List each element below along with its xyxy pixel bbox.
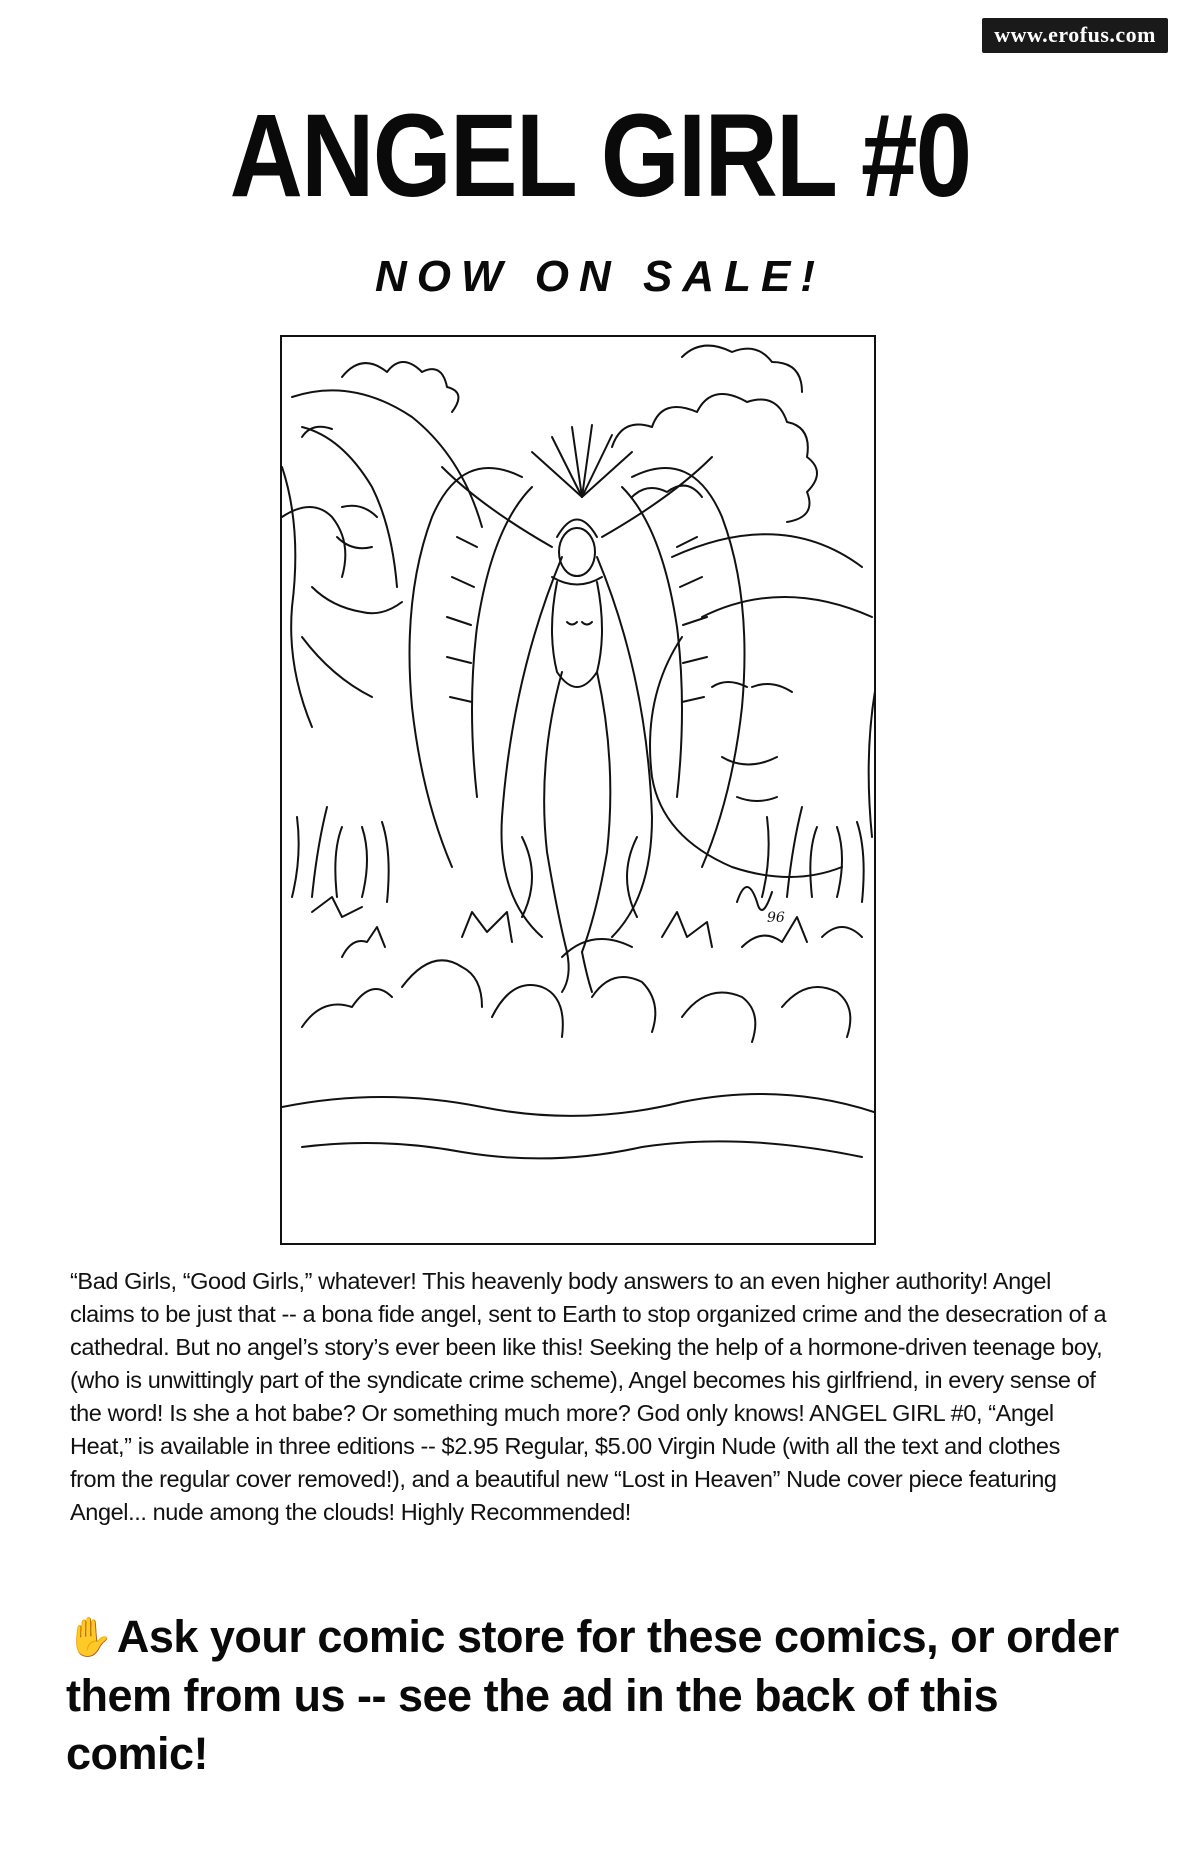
subtitle: NOW ON SALE! — [375, 252, 825, 301]
cover-artwork — [280, 335, 876, 1245]
call-to-action-text: Ask your comic store for these comics, or order them from us -- see the ad in the back of this comic! — [66, 1611, 1119, 1779]
angel-illustration — [282, 337, 874, 1243]
artist-signature: 96 — [767, 910, 785, 926]
page-title: ANGEL GIRL #0 — [229, 90, 971, 222]
description-text: “Bad Girls, “Good Girls,” whatever! This heavenly body answers to an even higher authority! Angel claims to be just that -- a bona fide angel, sent to Earth to stop organized crime and the desecration of a cathedral. But no angel’s story’s ever been like this! Seeking the help of a hormone-driven teenage boy, (who is unwittingly part of the syndicate crime scheme), Angel becomes his girlfriend, in every sense of the word! Is she a hot babe? Or something much more? God only knows! ANGEL GIRL #0, “Angel Heat,” is available in three editions -- $2.95 Regular, $5.00 Virgin Nude (with all the text and clothes from the regular cover removed!), and a beautiful new “Lost in Heaven” Nude cover piece featuring Angel... nude among the clouds! Highly Recommended! — [70, 1268, 1107, 1525]
watermark: www.erofus.com — [982, 18, 1168, 53]
call-to-action — [66, 1608, 1136, 1783]
pointing-hand-icon: ✋ — [66, 1617, 113, 1659]
